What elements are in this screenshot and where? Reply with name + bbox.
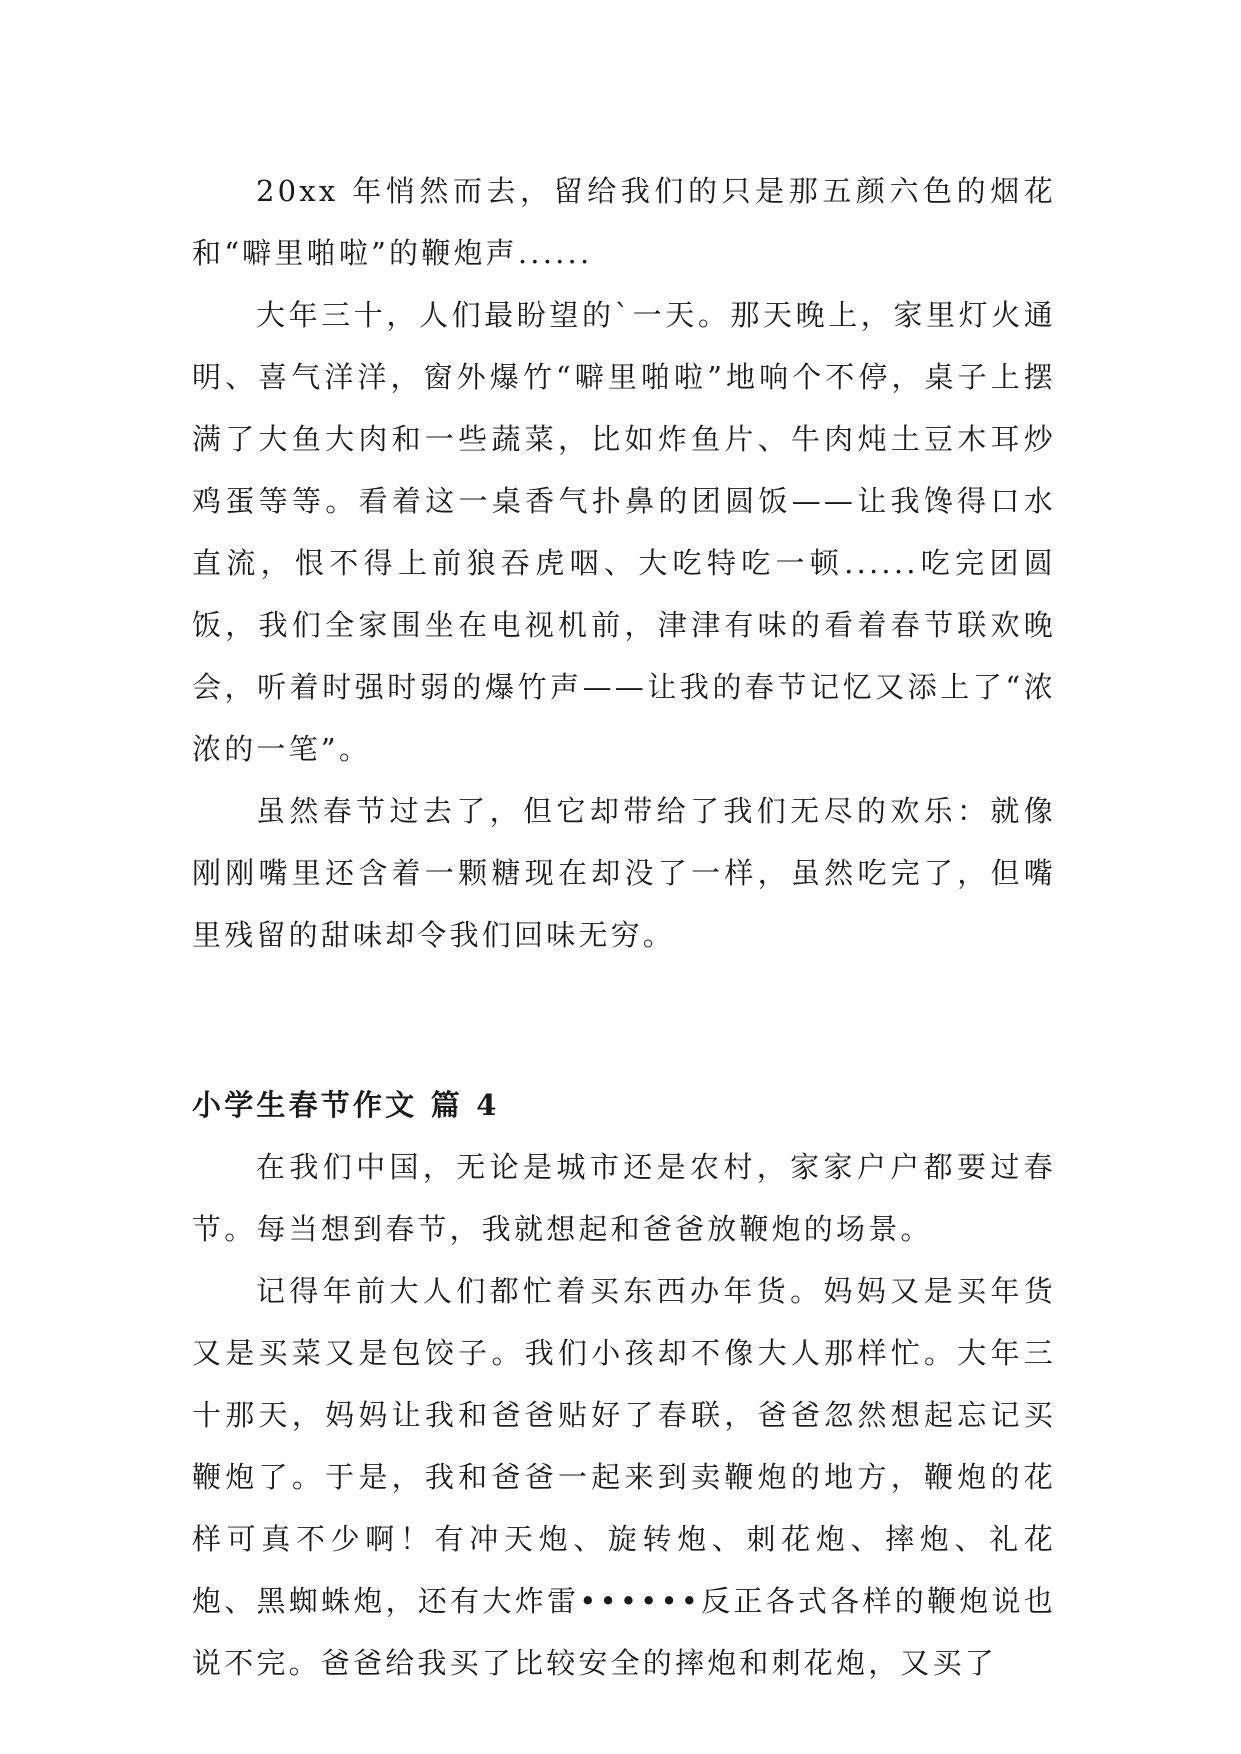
paragraph-buying-firecrackers: 记得年前大人们都忙着买东西办年货。妈妈又是买年货又是买菜又是包饺子。我们小孩却不像大人那样忙。大年三十那天，妈妈让我和爸爸贴好了春联，爸爸忽然想起忘记买鞭炮了。于是，我和爸爸一起来到卖鞭炮的地方，鞭炮的花样可真不少啊！有冲天炮、旋转炮、刺花炮、摔炮、礼花炮、黑蜘蛛炮，还有大炸雷••••••反正各式各样的鞭炮说也说不完。爸爸给我买了比较安全的摔炮和刺花炮，又买了 [192, 1274, 1056, 1680]
section-title: 小学生春节作文 篇 4 [192, 1088, 500, 1122]
document-body [192, 160, 1056, 1694]
paragraph-new-year-intro: 20xx 年悄然而去，留给我们的只是那五颜六色的烟花和“噼里啪啦”的鞭炮声...... [192, 174, 1056, 270]
paragraph-china-spring-festival: 在我们中国，无论是城市还是农村，家家户户都要过春节。每当想到春节，我就想起和爸爸放鞭炮的场景。 [192, 1150, 1056, 1246]
paragraph-festival-joy: 虽然春节过去了，但它却带给了我们无尽的欢乐：就像刚刚嘴里还含着一颗糖现在却没了一样，虽然吃完了，但嘴里残留的甜味却令我们回味无穷。 [192, 794, 1056, 952]
paragraph-new-year-eve: 大年三十，人们最盼望的`一天。那天晚上，家里灯火通明、喜气洋洋，窗外爆竹“噼里啪啦”地响个不停，桌子上摆满了大鱼大肉和一些蔬菜，比如炸鱼片、牛肉炖土豆木耳炒鸡蛋等等。看着这一桌香气扑鼻的团圆饭——让我馋得口水直流，恨不得上前狼吞虎咽、大吃特吃一顿......吃完团圆饭，我们全家围坐在电视机前，津津有味的看着春节联欢晚会，听着时强时弱的爆竹声——让我的春节记忆又添上了“浓浓的一笔”。 [192, 298, 1056, 766]
